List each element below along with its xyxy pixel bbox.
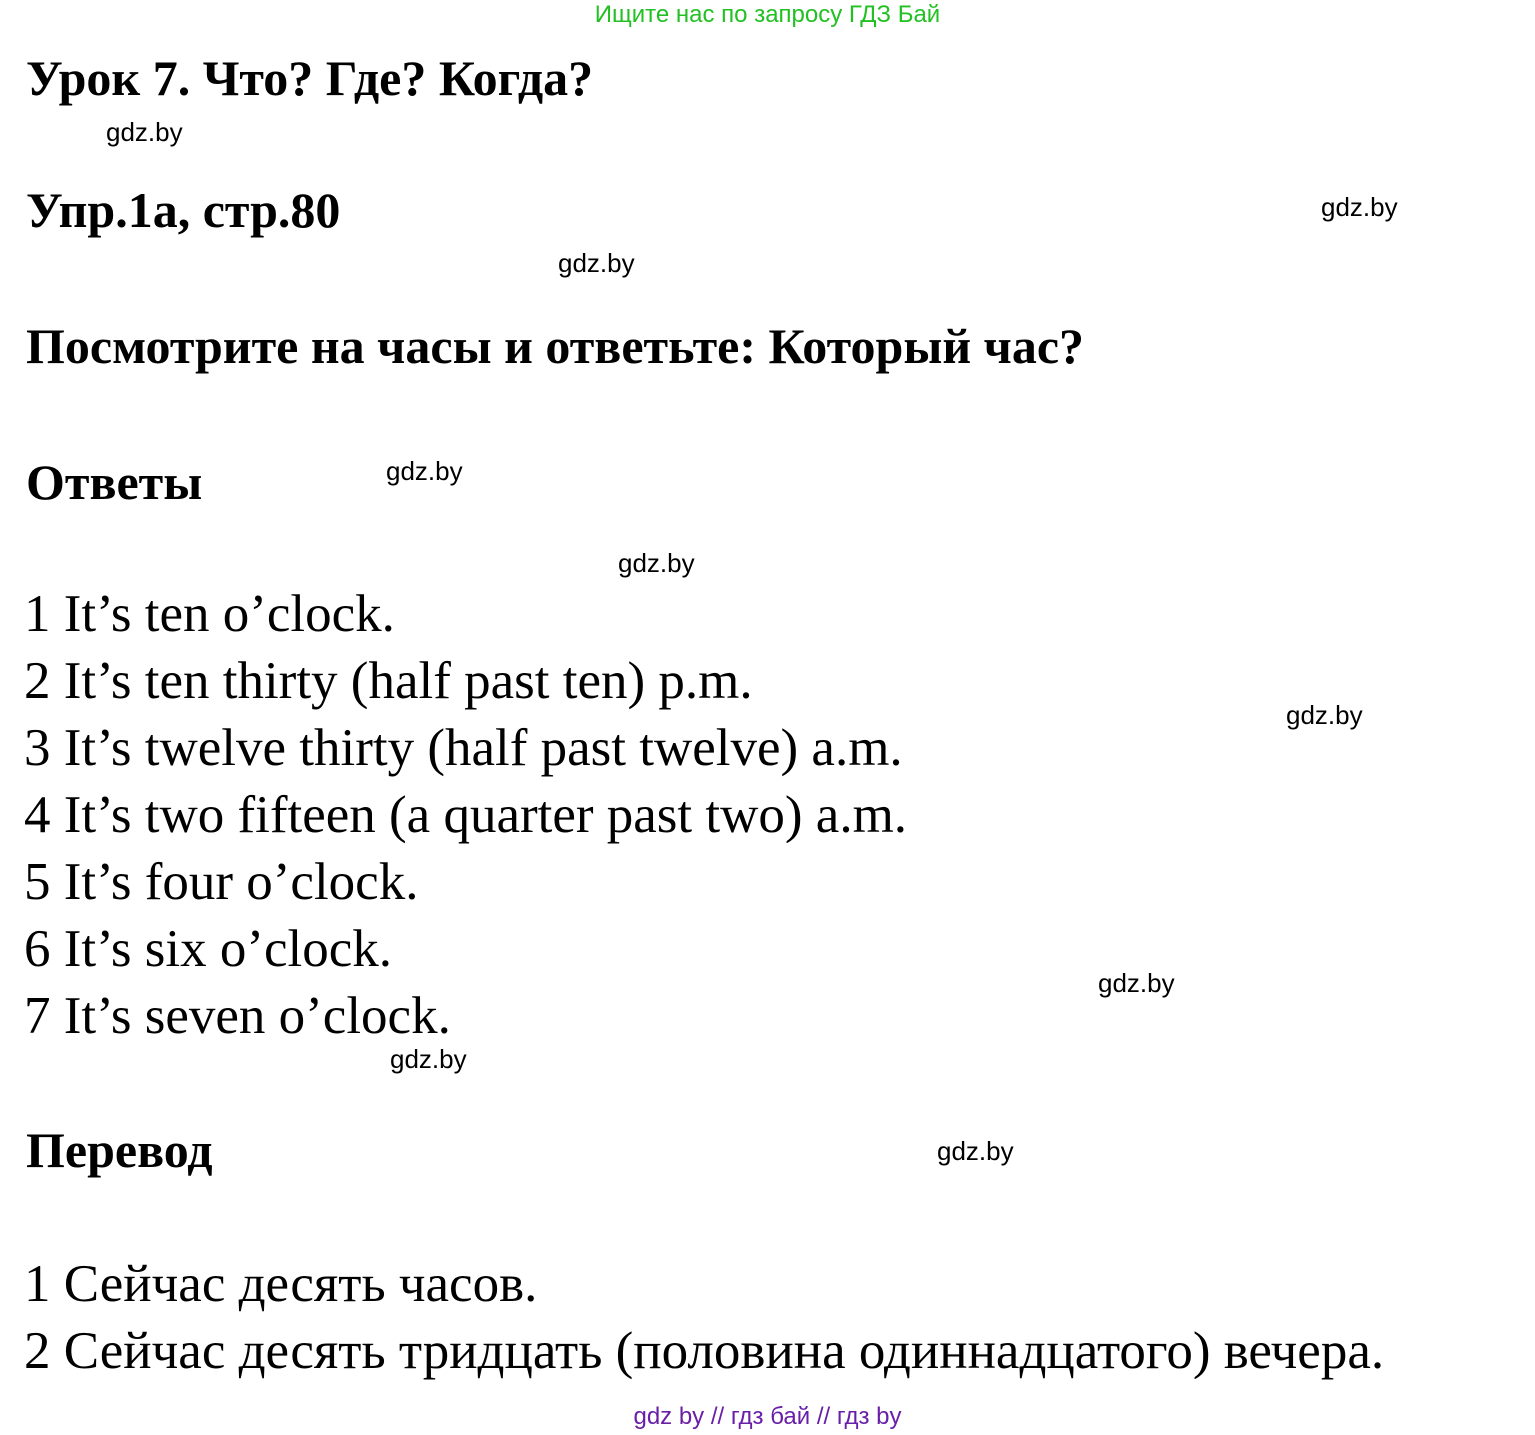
footer-watermark: gdz by // гдз бай // гдз by (633, 1403, 902, 1430)
translation-list (24, 1251, 1384, 1385)
lesson-title: Урок 7. Что? Где? Когда? (26, 50, 594, 106)
answer-item: 3 It’s twelve thirty (half past twelve) a.m. (24, 719, 903, 777)
watermark: gdz.by (1321, 192, 1398, 222)
search-banner: Ищите нас по запросу ГДЗ Бай (594, 1, 941, 28)
translation-heading: Перевод (26, 1122, 213, 1178)
answer-list (24, 581, 907, 1050)
answer-item: 1 It’s ten o’clock. (24, 585, 395, 643)
exercise-reference: Упр.1а, стр.80 (26, 182, 341, 238)
answer-item: 7 It’s seven o’clock. (24, 987, 451, 1045)
answers-heading: Ответы (26, 454, 203, 510)
answer-item: 6 It’s six o’clock. (24, 920, 392, 978)
watermark: gdz.by (106, 117, 183, 147)
task-instruction: Посмотрите на часы и ответьте: Который час? (26, 318, 1085, 374)
answer-item: 5 It’s four o’clock. (24, 853, 419, 911)
watermark: gdz.by (1286, 700, 1363, 730)
answer-item: 4 It’s two fifteen (a quarter past two) a.m. (24, 786, 908, 844)
watermark: gdz.by (1098, 968, 1175, 998)
watermark: gdz.by (386, 456, 463, 486)
watermark: gdz.by (937, 1136, 1014, 1166)
watermark: gdz.by (390, 1044, 467, 1074)
translation-item: 1 Сейчас десять часов. (24, 1255, 538, 1313)
watermark: gdz.by (558, 248, 635, 278)
watermark: gdz.by (618, 548, 695, 578)
answer-item: 2 It’s ten thirty (half past ten) p.m. (24, 652, 753, 710)
translation-item: 2 Сейчас десять тридцать (половина одиннадцатого) вечера. (24, 1322, 1385, 1380)
